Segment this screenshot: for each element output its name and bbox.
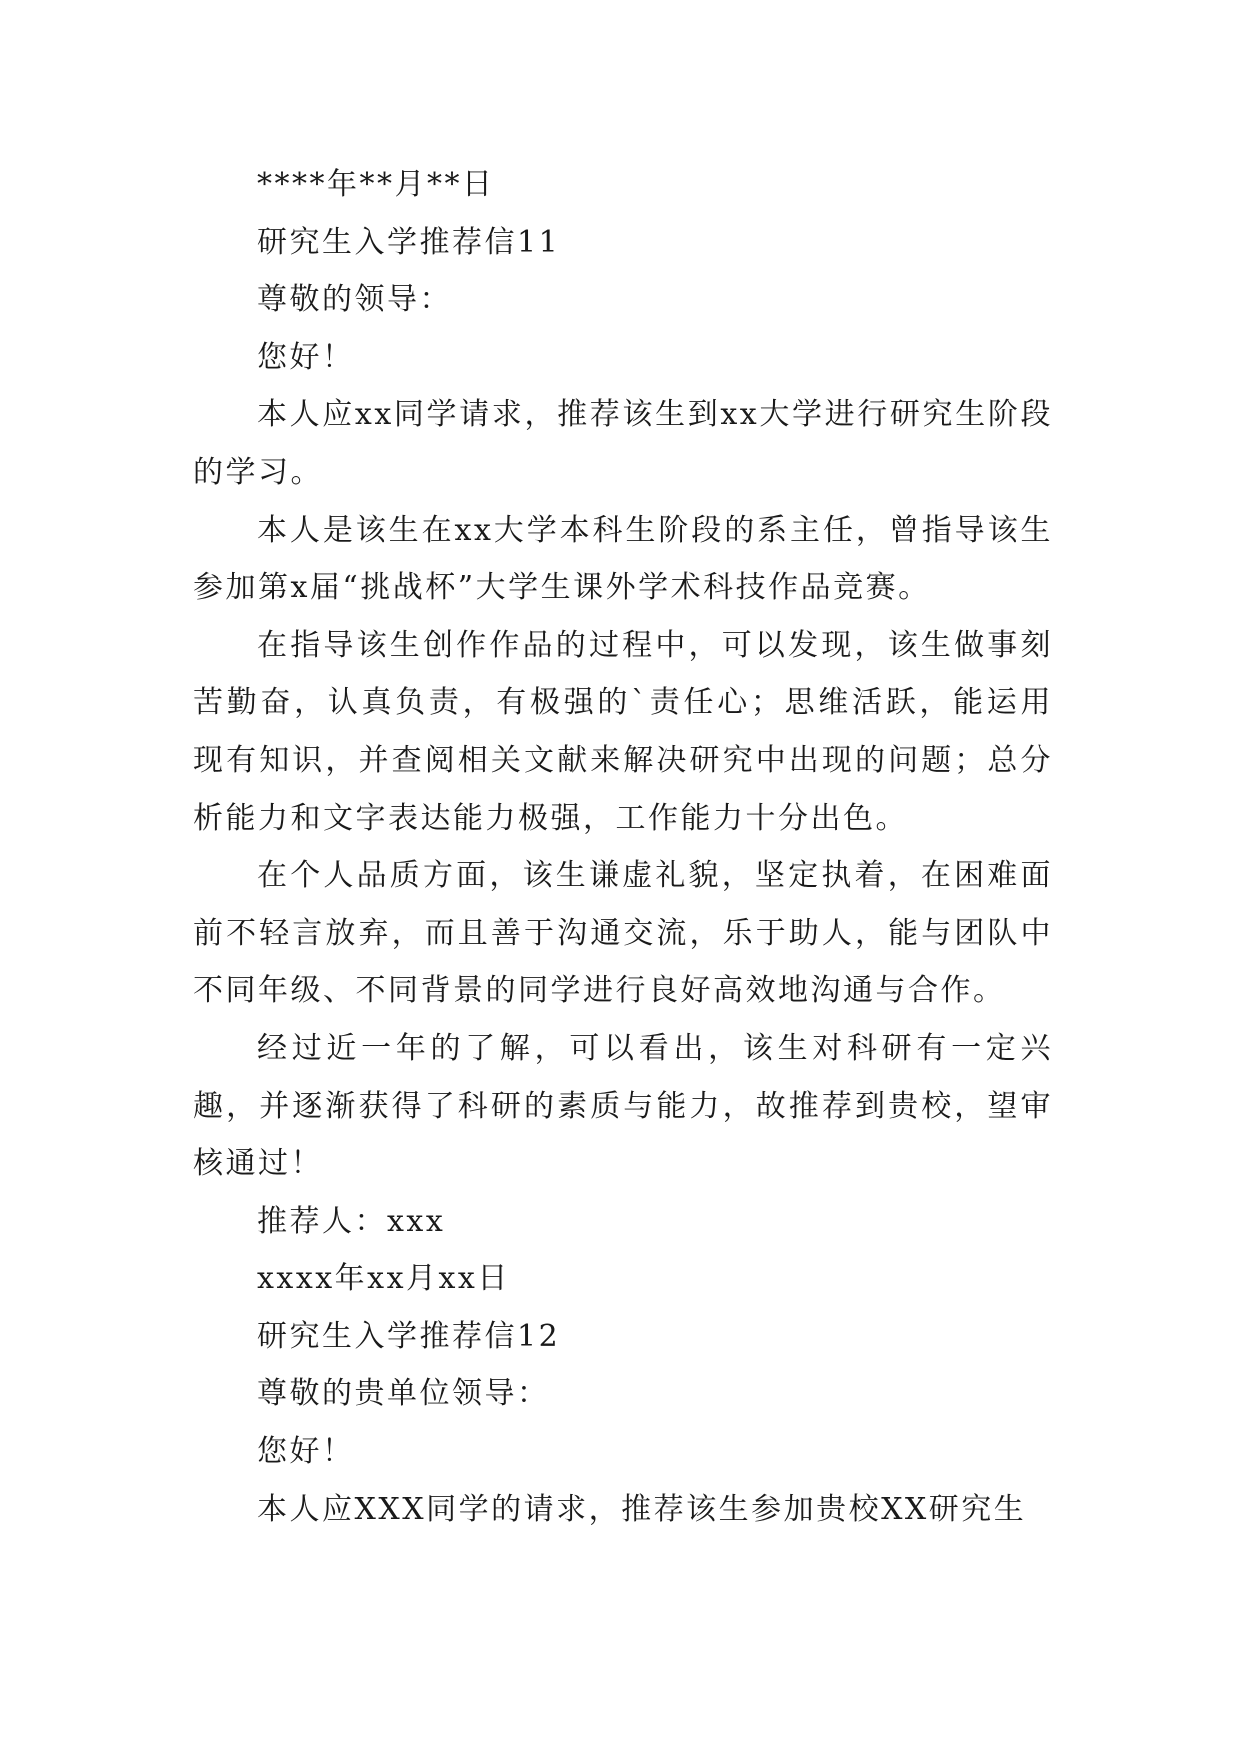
paragraph-conclusion: 经过近一年的了解，可以看出，该生对科研有一定兴趣，并逐渐获得了科研的素质与能力，故推荐到贵校，望审核通过！ [193, 1030, 1053, 1182]
letter-title: 研究生入学推荐信11 [257, 224, 561, 260]
salutation: 尊敬的领导： [257, 282, 452, 318]
paragraph-personal-quality: 在个人品质方面，该生谦虚礼貌，坚定执着，在困难面前不轻言放弃，而且善于沟通交流，乐于助人，能与团队中不同年级、不同背景的同学进行良好高效地沟通与合作。 [193, 858, 1053, 1009]
paragraph-request: 本人应xx同学请求，推荐该生到xx大学进行研究生阶段的学习。 [193, 397, 1053, 490]
date-line: ****年**月**日 [257, 167, 495, 202]
recommender-line: 推荐人：xxx [257, 1203, 446, 1239]
paragraph-request-2: 本人应XXX同学的请求，推荐该生参加贵校XX研究生 [257, 1491, 1027, 1527]
greeting: 您好！ [257, 339, 355, 375]
greeting-2: 您好！ [257, 1434, 355, 1470]
paragraph-work-ability: 在指导该生创作作品的过程中，可以发现，该生做事刻苦勤奋，认真负责，有极强的`责任心；思维活跃，能运用现有知识，并查阅相关文献来解决研究中出现的问题；总分析能力和文字表达能力极强，工作能力十分出色。 [193, 627, 1053, 836]
signature-date: xxxx年xx月xx日 [257, 1261, 510, 1297]
document-body [193, 156, 1053, 1538]
paragraph-relationship: 本人是该生在xx大学本科生阶段的系主任，曾指导该生参加第x届“挑战杯”大学生课外学术科技作品竞赛。 [193, 512, 1053, 606]
salutation-2: 尊敬的贵单位领导： [257, 1376, 550, 1412]
letter-title-2: 研究生入学推荐信12 [257, 1318, 561, 1354]
